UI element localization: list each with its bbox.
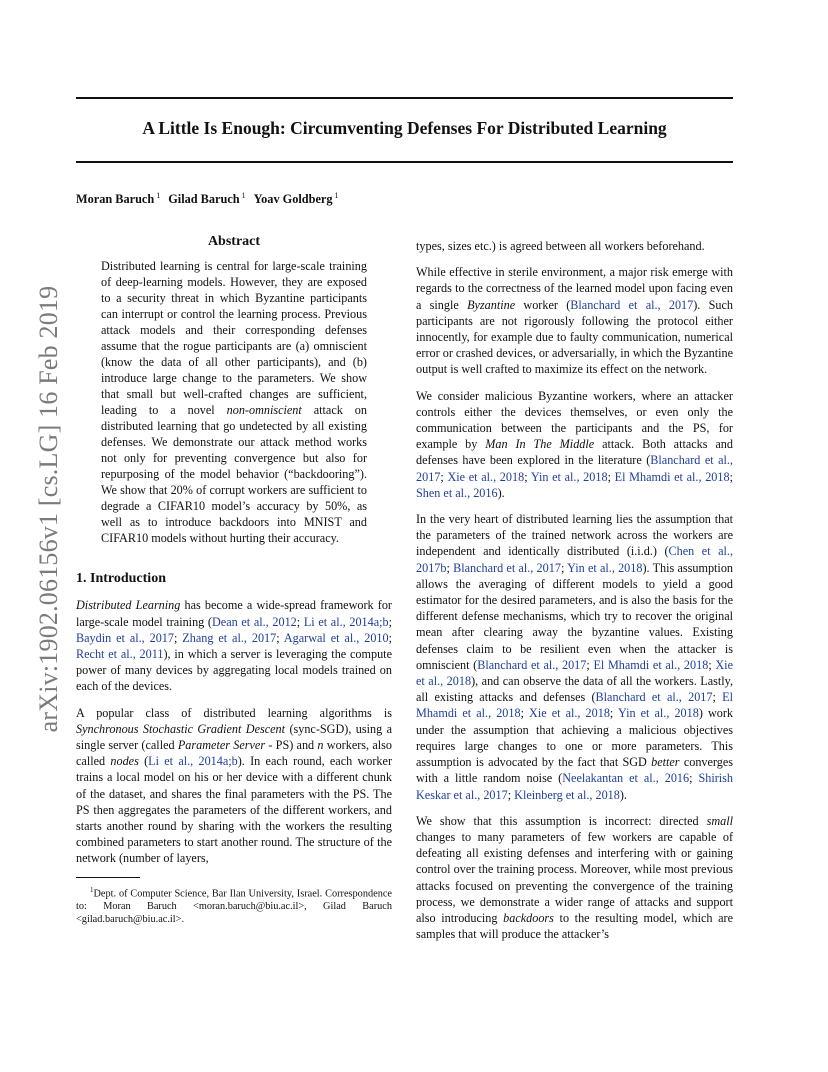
title-bottom-rule — [76, 161, 733, 163]
text-run: changes to many parameters of few workers are capable of defeating all existing defenses and interfering with or gaining control over the training process. Moreover, while most previous attacks focused on preventing the convergence of the training process, we demonstrate a wider range of attacks and support also introducing — [416, 829, 733, 925]
text-run: ) work under the assumption that achieving a malicious objectives requires large changes to one or more parameters. This assumption is advocated by the fact that SGD — [416, 706, 734, 770]
citation-link[interactable]: Blanchard et al., 2017 — [453, 560, 561, 575]
citation-link[interactable]: Blanchard et al., 2017 — [477, 657, 587, 672]
footnote-mark: 1 — [90, 885, 94, 894]
author-name: Yoav Goldberg — [253, 192, 333, 206]
text-run: ; — [607, 469, 615, 484]
text-run: ( — [138, 754, 149, 769]
footnote-rule — [76, 877, 140, 878]
text-run: ). In each round, each worker trains a local model on his or her device with a different chunk of the dataset, and shares the final parameters with the PS. The PS then aggregates the parameters of the different workers, and starts another round by sharing with the workers the resulting combined parameters to start another round. The structure of the network (number of layers, — [76, 754, 392, 866]
italic-text: Synchronous Stochastic Gradient Descent — [76, 721, 286, 736]
citation-link[interactable]: El Mhamdi et al., 2018 — [593, 657, 709, 672]
text-run: workers, also called — [76, 738, 392, 769]
text-run: ). — [619, 787, 627, 802]
citation-link[interactable]: Baydin et al., 2017 — [76, 630, 174, 645]
body-paragraph — [416, 238, 733, 254]
text-run: ; — [174, 630, 183, 645]
citation-link[interactable]: Chen et al., 2017b — [416, 544, 733, 575]
italic-text: n — [317, 738, 324, 753]
text-run: ), and can observe the data of all the workers. Lastly, all existing attacks and defenses ( — [416, 674, 733, 705]
text-run: ; — [446, 560, 454, 575]
text-run: attack on distributed learning that go undetected by all existing defenses. We demonstrate our attack method works not only for preventing convergence but also for repurposing of the model behavior (“backdooring”). We show that 20% of corrupt workers are sufficient to degrade a CIFAR10 model’s accuracy by 50%, as well as to introduce backdoors into MNIST and CIFAR10 models without hurting their accuracy. — [101, 403, 367, 546]
text-run: ; — [586, 657, 594, 672]
text-run: ; — [708, 657, 716, 672]
author-affiliation-mark: 1 — [241, 191, 246, 200]
italic-text: better — [651, 755, 680, 770]
author-affiliation-mark: 1 — [156, 191, 161, 200]
citation-link[interactable]: Yin et al., 2018 — [530, 469, 608, 484]
left-column — [76, 234, 392, 926]
text-run: has become a wide-spread framework for large-scale model training ( — [76, 598, 392, 629]
italic-text: Man In The Middle — [485, 437, 595, 452]
citation-link[interactable]: Xie et al., 2018 — [447, 469, 525, 484]
text-run: ). — [497, 485, 505, 500]
citation-link[interactable]: Shen et al., 2016 — [416, 485, 498, 500]
italic-text: nodes — [110, 754, 139, 769]
text-run: attack. Both attacks and defenses have been explored in the literature ( — [416, 437, 733, 468]
text-run: ; — [388, 630, 392, 645]
text-run: worker ( — [515, 297, 571, 312]
citation-link[interactable]: Shirish Keskar et al., 2017 — [416, 771, 734, 802]
citation-link[interactable]: El Mhamdi et al., 2018 — [416, 690, 733, 721]
text-run: ). This assumption allows the averaging of different models to yield a good estimator for the desired parameters, and is also the basis for the different defense mechanisms, which try to recover the original mean after clearing away the byzantine values. Existing defenses claim to be resilient even when the attacker is omniscient ( — [416, 560, 734, 672]
right-column — [416, 238, 733, 952]
introduction-left-paragraphs — [76, 597, 392, 866]
text-run: Distributed learning is central for large-scale training of deep-learning models. However, they are exposed to a security threat in which Byzantine participants can interrupt or control the learning process. Previous attack models and their corresponding defenses assume that the rogue participants are (a) omniscient (know the data of all other participants), and (b) introduce large change to the parameters. We show that small but well-crafted changes are sufficient, leading to a novel — [101, 259, 367, 418]
text-run: - PS) and — [265, 738, 318, 753]
citation-link[interactable]: Kleinberg et al., 2018 — [514, 787, 620, 802]
citation-link[interactable]: Blanchard et al., 2017 — [595, 690, 713, 705]
citation-link[interactable]: Dean et al., 2012 — [211, 614, 297, 629]
text-run: ; — [296, 614, 304, 629]
text-run: ; — [712, 690, 723, 705]
citation-link[interactable]: Zhang et al., 2017 — [182, 630, 277, 645]
text-run: ; — [440, 469, 448, 484]
citation-link[interactable]: Xie et al., 2018 — [416, 657, 733, 689]
italic-text: Distributed Learning — [76, 598, 181, 613]
author-name: Moran Baruch — [76, 192, 155, 206]
citation-link[interactable]: El Mhamdi et al., 2018 — [614, 469, 730, 484]
citation-link[interactable]: Blanchard et al., 2017 — [570, 297, 694, 312]
text-run: ; — [689, 771, 699, 786]
paper-title: A Little Is Enough: Circumventing Defenses For Distributed Learning — [142, 118, 667, 138]
body-paragraph — [76, 597, 392, 694]
section-heading-introduction: 1. Introduction — [76, 571, 166, 587]
text-run: ; — [609, 706, 618, 721]
text-run: types, sizes etc.) is agreed between all workers beforehand. — [416, 239, 705, 253]
text-run: (sync-SGD), using a single server (called — [76, 721, 392, 753]
abstract-body — [101, 258, 367, 546]
text-run: ; — [524, 469, 531, 484]
author-affiliation-mark: 1 — [334, 191, 339, 200]
citation-link[interactable]: Li et al., 2014a;b — [303, 614, 389, 629]
abstract-heading: Abstract — [207, 234, 261, 249]
body-paragraph — [416, 388, 733, 501]
italic-text: small — [706, 813, 733, 828]
citation-link[interactable]: Blanchard et al., 2017 — [416, 453, 733, 484]
citation-link[interactable]: Xie et al., 2018 — [529, 706, 610, 721]
text-run: In the very heart of distributed learning lies the assumption that the parameters of the trained network across the workers are independent and identically distributed (i.i.d.) ( — [416, 512, 733, 559]
body-paragraph — [416, 511, 733, 803]
citation-link[interactable]: Yin et al., 2018 — [617, 706, 699, 721]
text-run: ; — [729, 469, 733, 484]
author-name: Gilad Baruch — [168, 192, 240, 206]
citation-link[interactable]: Agarwal et al., 2010 — [283, 630, 389, 645]
text-run: While effective in sterile environment, a major risk emerge with regards to the correctness of the learned model upon facing even a single — [416, 265, 733, 312]
body-paragraph — [76, 705, 392, 867]
text-run: to the resulting model, which are samples that will produce the attacker’s — [416, 910, 733, 942]
text-run: ; — [520, 706, 530, 721]
text-run: ; — [507, 787, 515, 802]
text-run: ; — [276, 630, 284, 645]
citation-link[interactable]: Neelakantan et al., 2016 — [562, 771, 690, 786]
citation-link[interactable]: Recht et al., 2011 — [76, 647, 164, 662]
text-run: ). Such participants are not rigorously following the protocol either innocently, for example due to faulty communication, numerical error or crashed devices, or adversarially, in which the Byzantine output is well crafted to maximize its effect on the network. — [416, 297, 733, 377]
footnote-affiliation — [76, 884, 392, 926]
text-run: A popular class of distributed learning algorithms is — [76, 705, 392, 720]
text-run: converges with a little random noise ( — [416, 755, 734, 786]
footnote-text: Dept. of Computer Science, Bar Ilan University, Israel. Correspondence to: Moran Baruch <moran.baruch@biu.ac.il>, Gilad Baruch <gilad.baruch@biu.ac.il>. — [76, 888, 392, 926]
text-run: We consider malicious Byzantine workers, where an attacker controls either the devices themselves, or even only the communication between the participants and the PS, for example by — [416, 388, 733, 452]
text-run: ), in which a server is leveraging the compute power of many devices by aggregating local models trained on each of the devices. — [76, 647, 392, 694]
top-rule — [76, 97, 733, 99]
citation-link[interactable]: Yin et al., 2018 — [567, 560, 643, 575]
citation-link[interactable]: Li et al., 2014a;b — [148, 754, 238, 769]
text-run: ; — [388, 614, 392, 629]
italic-text: non-omniscient — [226, 403, 302, 418]
body-paragraph — [416, 813, 733, 943]
body-paragraph — [416, 264, 733, 377]
italic-text: backdoors — [503, 910, 554, 925]
text-run: We show that this assumption is incorrect: directed — [416, 813, 707, 828]
italic-text: Parameter Server — [177, 738, 266, 753]
text-run: ; — [560, 560, 568, 575]
italic-text: Byzantine — [467, 297, 516, 312]
author-list — [76, 191, 347, 207]
arxiv-identifier-stamp: arXiv:1902.06156v1 [cs.LG] 16 Feb 2019 — [34, 285, 63, 733]
